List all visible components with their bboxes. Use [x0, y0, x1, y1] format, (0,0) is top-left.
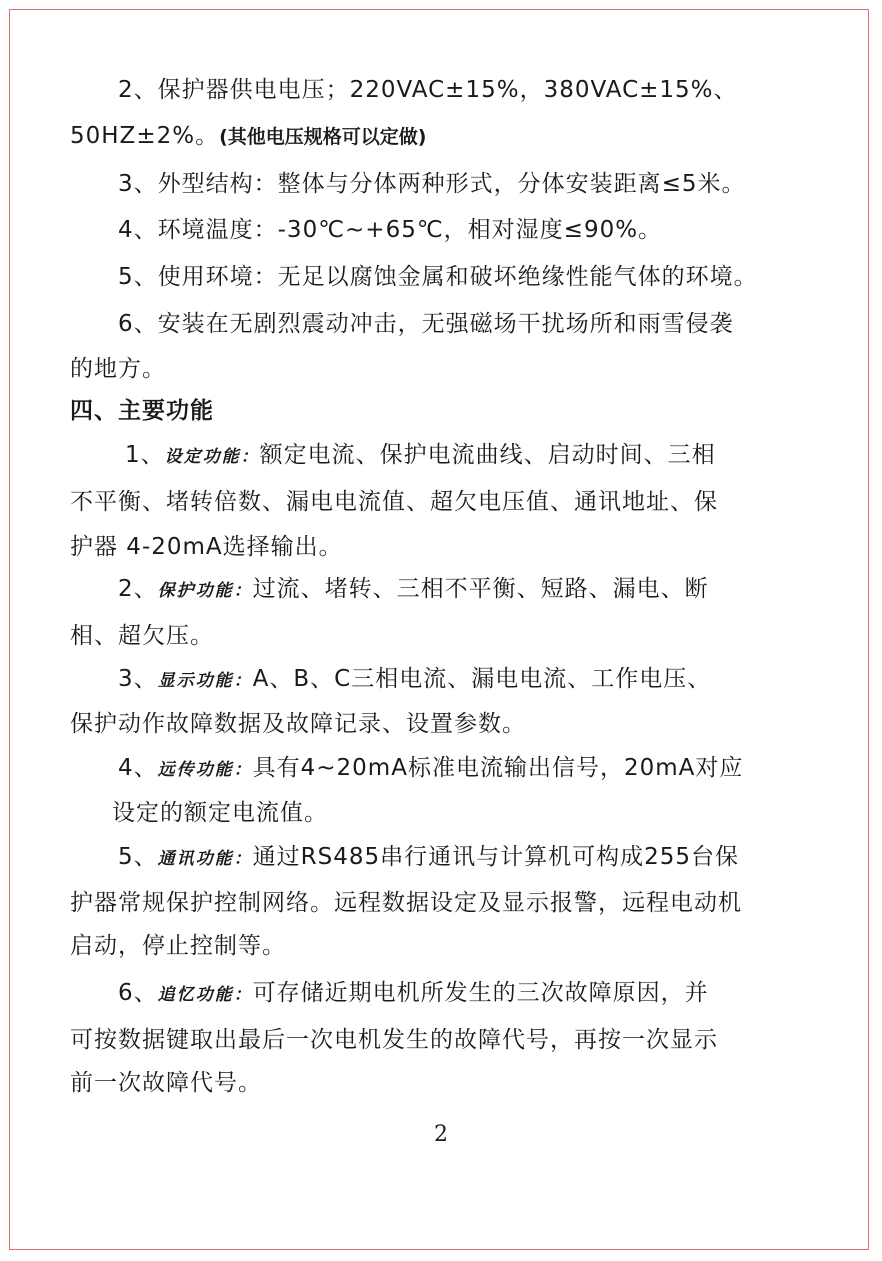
function-6-line-2: 可按数据键取出最后一次电机发生的故障代号，再按一次显示	[70, 1027, 718, 1053]
function-5-label: 通讯功能：	[157, 849, 253, 869]
spec-item-5: 5、使用环境：无足以腐蚀金属和破坏绝缘性能气体的环境。	[118, 264, 758, 290]
function-1-line-2: 不平衡、堵转倍数、漏电电流值、超欠电压值、通讯地址、保	[70, 489, 718, 515]
function-6-line-3: 前一次故障代号。	[70, 1070, 262, 1096]
function-2-text: 过流、堵转、三相不平衡、短路、漏电、断	[252, 576, 709, 602]
spec-item-2-note: (其他电压规格可以定做)	[219, 126, 427, 148]
function-3-text: A、B、C三相电流、漏电电流、工作电压、	[252, 666, 712, 692]
function-2-number: 2、	[118, 576, 158, 602]
section-title: 四、主要功能	[70, 398, 214, 424]
function-1-line-1	[125, 441, 716, 471]
spec-item-2-line-2	[70, 122, 426, 151]
function-1-text: 额定电流、保护电流曲线、启动时间、三相	[259, 442, 716, 468]
function-3-number: 3、	[118, 666, 158, 692]
function-5-line-3: 启动，停止控制等。	[70, 933, 286, 959]
function-5-line-1	[118, 843, 739, 873]
function-2-label: 保护功能：	[157, 581, 253, 601]
function-4-text: 具有4~20mA标准电流输出信号，20mA对应	[252, 755, 744, 781]
function-3-line-1	[118, 665, 711, 695]
function-5-line-2: 护器常规保护控制网络。远程数据设定及显示报警，远程电动机	[70, 890, 742, 916]
function-5-number: 5、	[118, 844, 158, 870]
function-2-line-2: 相、超欠压。	[70, 623, 214, 649]
spec-item-6-line-1: 6、安装在无剧烈震动冲击，无强磁场干扰场所和雨雪侵袭	[118, 311, 734, 337]
function-6-label: 追忆功能：	[157, 985, 253, 1005]
function-1-label: 设定功能：	[164, 447, 260, 467]
spec-item-6-line-2: 的地方。	[70, 356, 166, 382]
spec-item-4: 4、环境温度：-30℃~+65℃，相对湿度≤90%。	[118, 217, 663, 243]
spec-item-2-frequency: 50HZ±2%。	[70, 123, 220, 149]
function-3-label: 显示功能：	[157, 671, 253, 691]
function-1-number: 1、	[125, 442, 165, 468]
function-6-number: 6、	[118, 980, 158, 1006]
function-1-line-3: 护器 4-20mA选择输出。	[70, 534, 343, 560]
function-4-label: 远传功能：	[157, 760, 253, 780]
function-5-text: 通过RS485串行通讯与计算机可构成255台保	[252, 844, 740, 870]
function-6-line-1	[118, 979, 709, 1009]
function-4-line-1	[118, 754, 743, 784]
function-6-text: 可存储近期电机所发生的三次故障原因，并	[252, 980, 709, 1006]
page-number: 2	[434, 1122, 448, 1147]
function-4-number: 4、	[118, 755, 158, 781]
function-2-line-1	[118, 575, 709, 605]
function-3-line-2: 保护动作故障数据及故障记录、设置参数。	[70, 711, 526, 737]
function-4-line-2: 设定的额定电流值。	[112, 800, 328, 826]
spec-item-3: 3、外型结构：整体与分体两种形式，分体安装距离≤5米。	[118, 171, 746, 197]
spec-item-2-line-1: 2、保护器供电电压；220VAC±15%，380VAC±15%、	[118, 77, 738, 103]
